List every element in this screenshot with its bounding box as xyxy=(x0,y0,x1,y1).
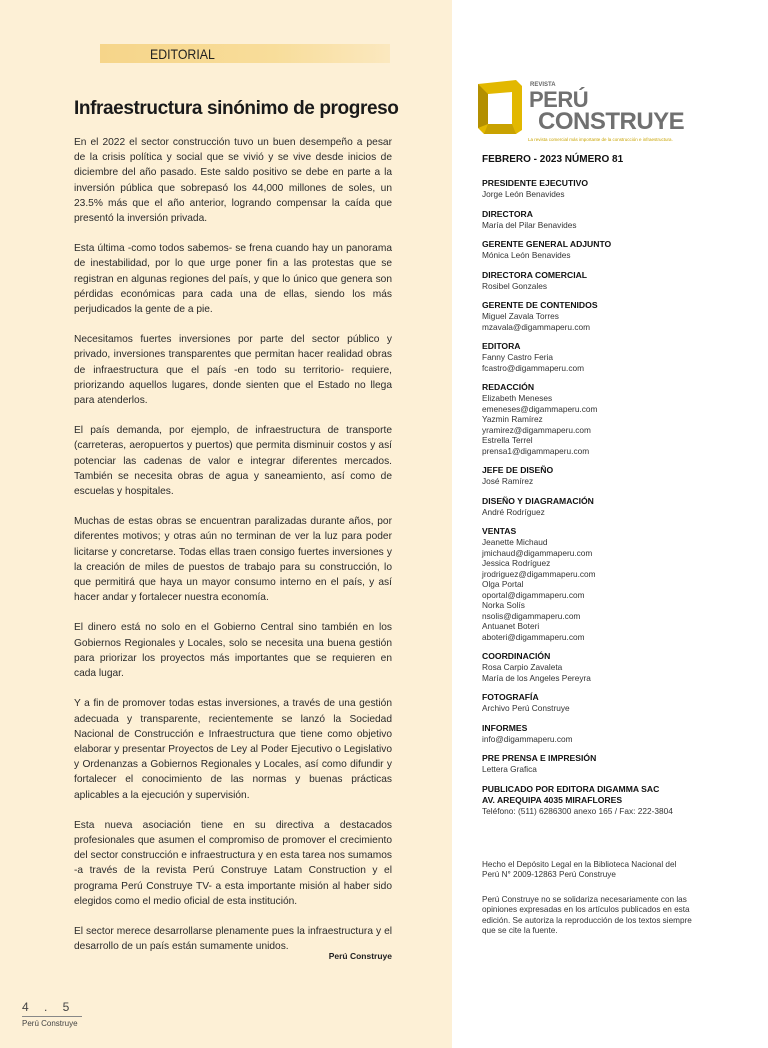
logo-frame-icon xyxy=(476,80,522,134)
staff-name: Lettera Grafica xyxy=(482,764,537,774)
staff-name: jrodriguez@digammaperu.com xyxy=(482,568,596,579)
staff-role: EDITORA xyxy=(482,341,521,351)
staff-name: José Ramírez xyxy=(482,476,534,486)
article-paragraph: Y a fin de promover todas estas inversiones, a través de una gestión adecuada y transparente, recientemente se lanzó la Sociedad Nacional de Construcción e Infraestructura que tiene como objetivo elaborar y presentar Proyectos de Ley al Poder Ejecutivo o Legislativo y Ordenanzas a Gobiernos Regionales y Locales, así como difundir y fortalecer el conocimiento de las normas y buenas prácticas aplicables a la ejecución y supervisión. xyxy=(74,698,392,801)
staff-name: mzavala@digammaperu.com xyxy=(482,321,591,332)
section-label: EDITORIAL xyxy=(150,46,215,62)
staff-name: prensa1@digammaperu.com xyxy=(482,445,590,456)
staff-name: info@digammaperu.com xyxy=(482,733,573,744)
staff-name: nsolis@digammaperu.com xyxy=(482,610,581,621)
staff-block xyxy=(482,209,702,231)
legal-deposit: Hecho el Depósito Legal en la Biblioteca Nacional del Perú N° 2009-12863 Perú Construye xyxy=(482,860,677,880)
staff-name: Jorge León Benavides xyxy=(482,189,565,199)
staff-name: Yazmin Ramírez xyxy=(482,414,543,424)
logo-construye: CONSTRUYE xyxy=(538,108,685,135)
staff-block xyxy=(482,382,702,456)
article-paragraph: El país demanda, por ejemplo, de infraestructura de transporte (carreteras, aeropuertos y puertos) que permita disminuir costos y así potenciar las cadenas de valor e integrar diferentes mercados. También se necesita obras de agua y saneamiento, así como de escuelas y hospitales. xyxy=(74,425,392,498)
staff-role: FOTOGRAFÍA xyxy=(482,692,539,702)
headline: Infraestructura sinónimo de progreso xyxy=(74,98,399,119)
staff-role: DIRECTORA COMERCIAL xyxy=(482,269,588,280)
disclaimer: Perú Construye no se solidariza necesariamente con las opiniones expresadas en los artículos publicados en esta edición. Se autoriza la reproducción de los textos siempre que se cite la fuente. xyxy=(482,895,692,936)
logo-peru: PERÚ xyxy=(529,87,589,112)
staff-name: Miguel Zavala Torres xyxy=(482,311,559,321)
staff-name: yramirez@digammaperu.com xyxy=(482,424,591,435)
staff-name: Norka Solís xyxy=(482,600,525,610)
staff-role: REDACCIÓN xyxy=(482,382,535,392)
staff-block xyxy=(482,723,702,745)
staff-name: Mónica León Benavides xyxy=(482,250,571,260)
staff-name: oportal@digammaperu.com xyxy=(482,589,585,600)
staff-name: María del Pilar Benavides xyxy=(482,219,577,230)
folio-publication: Perú Construye xyxy=(22,1016,82,1028)
staff-role: DIRECTORA xyxy=(482,208,533,219)
folio xyxy=(22,1000,82,1028)
staff-name: emeneses@digammaperu.com xyxy=(482,403,598,414)
staff-block xyxy=(482,784,702,817)
staff-name: Rosa Carpio Zavaleta xyxy=(482,662,563,672)
staff-block xyxy=(482,496,702,518)
staff-name: jmichaud@digammaperu.com xyxy=(482,547,593,558)
staff-block xyxy=(482,526,702,642)
logo-revista: REVISTA xyxy=(530,82,556,88)
article-paragraph: El sector merece desarrollarse plenamente pues la infraestructura y el desarrollo de un país están sumamente unidos. xyxy=(74,925,392,953)
staff-role: VENTAS xyxy=(482,526,517,536)
staff-block xyxy=(482,692,702,714)
page-numbers: 4 . 5 xyxy=(22,1000,76,1014)
staff-name: Antuanet Boteri xyxy=(482,621,540,631)
article-paragraph: Esta nueva asociación tiene en su directiva a destacados profesionales que asumen el compromiso de promover el crecimiento del sector construcción e infraestructura y en esta tarea nos sumamos -a través de la revista Perú Construye Latam Construction y el programa Perú Construye TV- a esta importante misión al haber sido elegidos como el medio oficial de esta institución. xyxy=(74,819,392,907)
staff-block xyxy=(482,300,702,332)
article-paragraph: El dinero está no solo en el Gobierno Central sino también en los Gobiernos Regionales y Locales, solo se necesita una buena gestión para priorizar los proyectos más importantes que se requieren en cada lugar. xyxy=(74,622,392,680)
staff-role: GERENTE DE CONTENIDOS xyxy=(482,300,598,310)
staff-block xyxy=(482,341,702,373)
staff-name: Estrella Terrel xyxy=(482,435,533,445)
article-paragraph: Muchas de estas obras se encuentran paralizadas durante años, por diferentes motivos; y otras aún no terminan de ver la luz para poder licitarse y concretarse. Todas ellas traen consigo fuertes inversiones y la creación de miles de puestos de trabajo para su construcción, lo que permitirá que haya un mayor consumo interno en el país, y así hacer andar y fortalecer nuestra economía. xyxy=(74,516,392,604)
staff-role: GERENTE GENERAL ADJUNTO xyxy=(482,239,612,249)
issue-line: FEBRERO - 2023 NÚMERO 81 xyxy=(482,154,624,165)
staff-name: fcastro@digammaperu.com xyxy=(482,362,585,373)
staff-role: JEFE DE DISEÑO xyxy=(482,465,554,475)
staff-block xyxy=(482,753,702,775)
staff-role: DISEÑO Y DIAGRAMACIÓN xyxy=(482,495,594,506)
staff-block xyxy=(482,270,702,292)
staff-role: PRESIDENTE EJECUTIVO xyxy=(482,178,589,188)
staff-name: aboteri@digammaperu.com xyxy=(482,631,585,642)
staff-name: Olga Portal xyxy=(482,579,524,589)
staff-block xyxy=(482,178,702,200)
signature: Perú Construye xyxy=(328,951,392,961)
staff-name: Fanny Castro Feria xyxy=(482,352,554,362)
staff-name: Jeanette Michaud xyxy=(482,537,548,547)
staff-name: Jessica Rodríguez xyxy=(482,558,551,568)
staff-name: Elizabeth Meneses xyxy=(482,393,553,403)
staff-role: PUBLICADO POR EDITORA DIGAMMA SAC xyxy=(482,783,660,794)
staff-role: COORDINACIÓN xyxy=(482,651,551,661)
peru-construye-logo xyxy=(476,78,690,148)
staff-role: PRE PRENSA E IMPRESIÓN xyxy=(482,753,597,763)
staff-block xyxy=(482,239,702,261)
article-body xyxy=(74,135,392,969)
staff-name: André Rodríguez xyxy=(482,506,545,517)
logo-tagline: La revista comercial más importante de la construcción e infraestructura. xyxy=(528,137,673,142)
article-paragraph: En el 2022 el sector construcción tuvo un buen desempeño a pesar de la crisis política y social que se vivió y se vive desde inicios de diciembre del año pasado. Este saldo positivo se debe en parte a la inversión pública que sobrepasó los 44,000 millones de soles, un 23.5% más que el año anterior, logrando compensar la caída que presentó la inversión privada. xyxy=(74,137,392,225)
staff-name: María de los Angeles Pereyra xyxy=(482,672,591,683)
staff-name: Rosibel Gonzales xyxy=(482,280,548,291)
article-paragraph: Esta última -como todos sabemos- se frena cuando hay un panorama de inestabilidad, por lo que urge poner fin a las protestas que se registran en algunas regiones del país, y que lo único que genera son pérdidas económicas para cada una de ellas, siendo los más perjudicados la gente de a pie. xyxy=(74,243,392,316)
staff-role: AV. AREQUIPA 4035 MIRAFLORES xyxy=(482,794,623,805)
staff-role: INFORMES xyxy=(482,722,528,733)
staff-credits xyxy=(482,178,702,825)
article-paragraph: Necesitamos fuertes inversiones por parte del sector público y privado, inversiones transparentes que permitan hacer realidad obras de infraestructura que el país -en todo su territorio- requiere, priorizando aquellos lugares, donde sienten que el Estado no llega para atenderlos. xyxy=(74,334,392,407)
staff-name: Teléfono: (511) 6286300 anexo 165 / Fax: 222-3804 xyxy=(482,805,673,816)
staff-name: Archivo Perú Construye xyxy=(482,703,570,713)
staff-block xyxy=(482,465,702,487)
section-tab xyxy=(100,44,390,63)
staff-block xyxy=(482,651,702,683)
